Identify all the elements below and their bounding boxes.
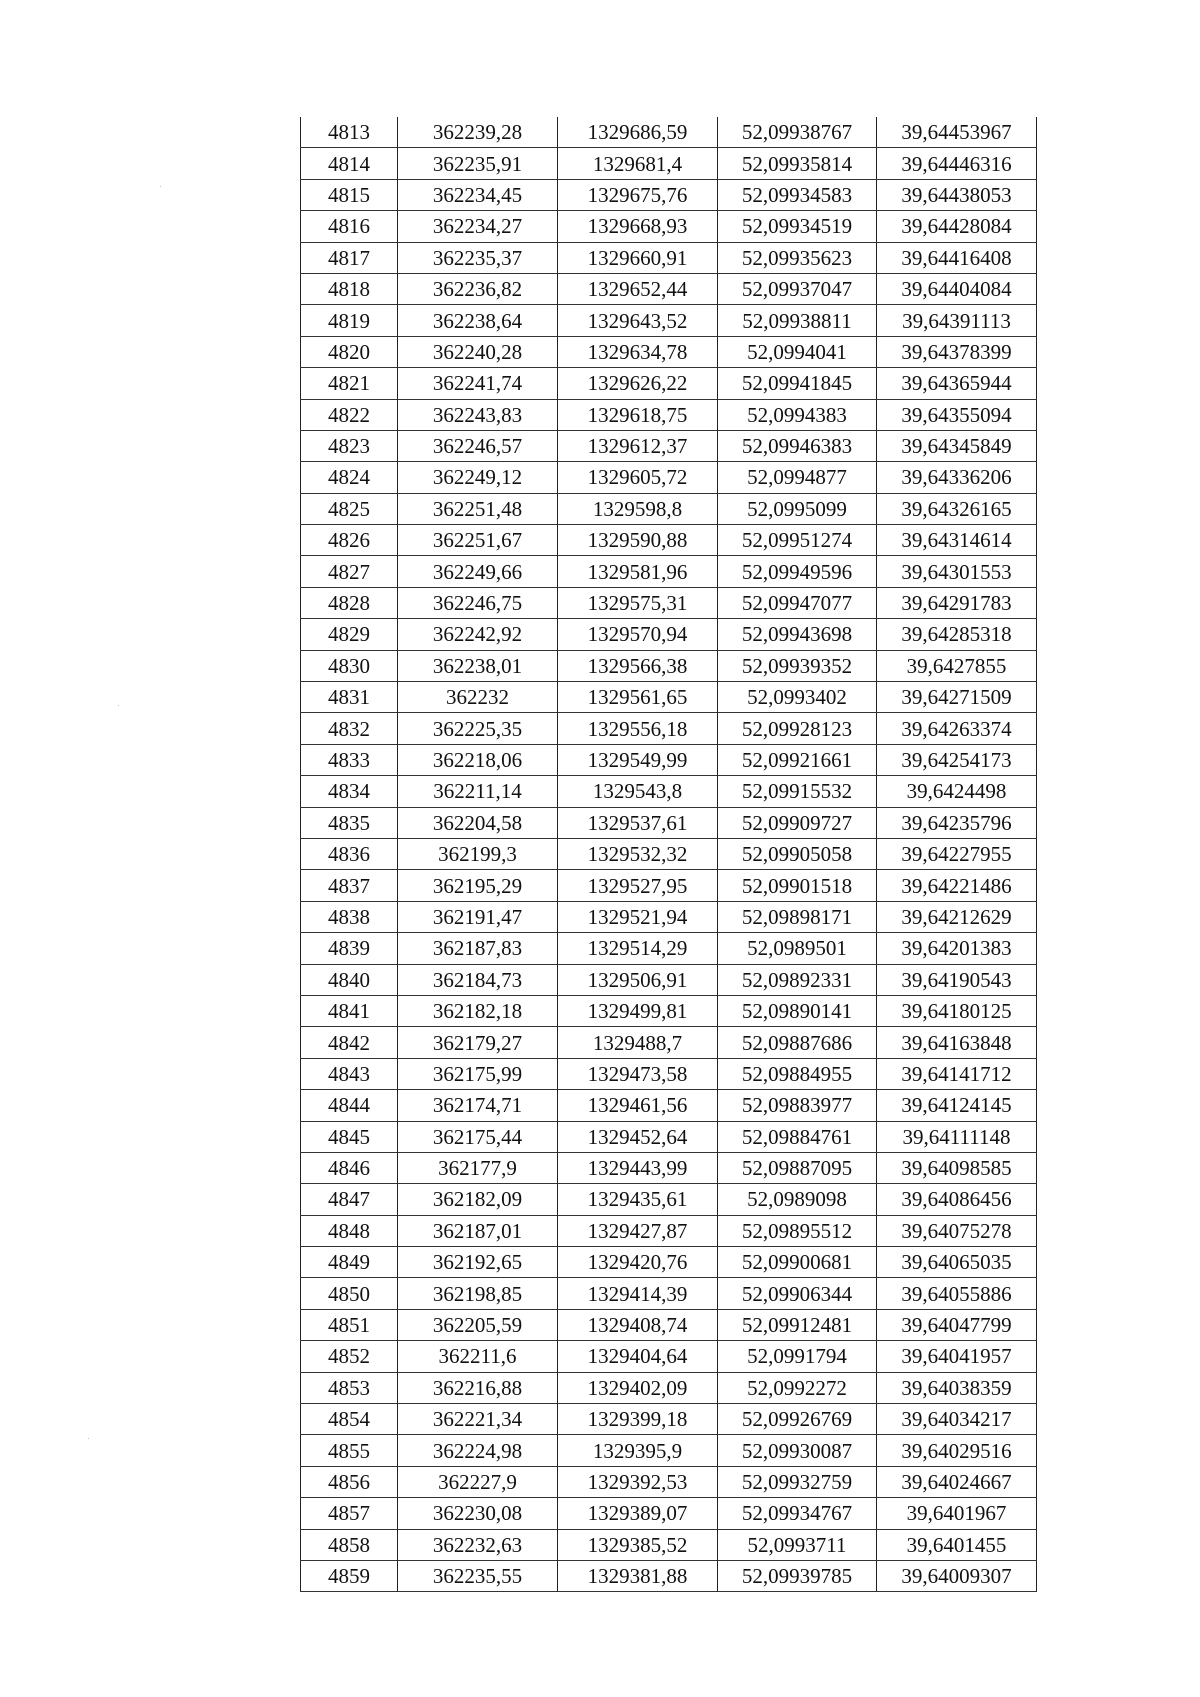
latitude-cell: 52,0991794	[718, 1341, 877, 1372]
x-coordinate-cell: 362179,27	[398, 1027, 558, 1058]
point-number-cell: 4836	[301, 838, 398, 869]
table-row	[301, 901, 1037, 932]
x-coordinate-cell: 362187,01	[398, 1215, 558, 1246]
table-row	[301, 1309, 1037, 1340]
point-number-cell: 4847	[301, 1184, 398, 1215]
latitude-cell: 52,09938811	[718, 305, 877, 336]
table-row	[301, 1341, 1037, 1372]
point-number-cell: 4829	[301, 619, 398, 650]
x-coordinate-cell: 362195,29	[398, 870, 558, 901]
y-coordinate-cell: 1329598,8	[558, 493, 718, 524]
point-number-cell: 4843	[301, 1058, 398, 1089]
latitude-cell: 52,09939785	[718, 1560, 877, 1591]
point-number-cell: 4813	[301, 117, 398, 148]
coordinate-table-body	[301, 117, 1037, 1592]
table-row	[301, 776, 1037, 807]
point-number-cell: 4848	[301, 1215, 398, 1246]
table-row	[301, 179, 1037, 210]
y-coordinate-cell: 1329488,7	[558, 1027, 718, 1058]
longitude-cell: 39,64029516	[877, 1435, 1037, 1466]
x-coordinate-cell: 362224,98	[398, 1435, 558, 1466]
longitude-cell: 39,64404084	[877, 273, 1037, 304]
longitude-cell: 39,64446316	[877, 148, 1037, 179]
point-number-cell: 4814	[301, 148, 398, 179]
table-row	[301, 1435, 1037, 1466]
point-number-cell: 4825	[301, 493, 398, 524]
latitude-cell: 52,09906344	[718, 1278, 877, 1309]
longitude-cell: 39,64075278	[877, 1215, 1037, 1246]
point-number-cell: 4844	[301, 1090, 398, 1121]
longitude-cell: 39,64355094	[877, 399, 1037, 430]
x-coordinate-cell: 362174,71	[398, 1090, 558, 1121]
longitude-cell: 39,64180125	[877, 995, 1037, 1026]
longitude-cell: 39,64098585	[877, 1152, 1037, 1183]
longitude-cell: 39,64190543	[877, 964, 1037, 995]
table-row	[301, 870, 1037, 901]
longitude-cell: 39,64227955	[877, 838, 1037, 869]
latitude-cell: 52,09883977	[718, 1090, 877, 1121]
y-coordinate-cell: 1329626,22	[558, 368, 718, 399]
y-coordinate-cell: 1329389,07	[558, 1498, 718, 1529]
table-row	[301, 1121, 1037, 1152]
x-coordinate-cell: 362221,34	[398, 1404, 558, 1435]
table-row	[301, 1058, 1037, 1089]
point-number-cell: 4826	[301, 525, 398, 556]
latitude-cell: 52,0989501	[718, 933, 877, 964]
longitude-cell: 39,64086456	[877, 1184, 1037, 1215]
latitude-cell: 52,09884761	[718, 1121, 877, 1152]
table-row	[301, 1152, 1037, 1183]
y-coordinate-cell: 1329427,87	[558, 1215, 718, 1246]
latitude-cell: 52,09935623	[718, 242, 877, 273]
table-row	[301, 964, 1037, 995]
point-number-cell: 4834	[301, 776, 398, 807]
latitude-cell: 52,0993711	[718, 1529, 877, 1560]
table-row	[301, 1278, 1037, 1309]
latitude-cell: 52,0994877	[718, 462, 877, 493]
latitude-cell: 52,09947077	[718, 587, 877, 618]
latitude-cell: 52,09890141	[718, 995, 877, 1026]
table-row	[301, 682, 1037, 713]
x-coordinate-cell: 362249,12	[398, 462, 558, 493]
y-coordinate-cell: 1329652,44	[558, 273, 718, 304]
longitude-cell: 39,64416408	[877, 242, 1037, 273]
table-row	[301, 1247, 1037, 1278]
latitude-cell: 52,09935814	[718, 148, 877, 179]
longitude-cell: 39,64365944	[877, 368, 1037, 399]
y-coordinate-cell: 1329612,37	[558, 430, 718, 461]
point-number-cell: 4845	[301, 1121, 398, 1152]
y-coordinate-cell: 1329392,53	[558, 1466, 718, 1497]
longitude-cell: 39,64055886	[877, 1278, 1037, 1309]
longitude-cell: 39,6401967	[877, 1498, 1037, 1529]
y-coordinate-cell: 1329668,93	[558, 211, 718, 242]
x-coordinate-cell: 362204,58	[398, 807, 558, 838]
scan-speck	[160, 186, 161, 187]
latitude-cell: 52,09951274	[718, 525, 877, 556]
point-number-cell: 4833	[301, 744, 398, 775]
y-coordinate-cell: 1329686,59	[558, 117, 718, 148]
table-row	[301, 211, 1037, 242]
y-coordinate-cell: 1329543,8	[558, 776, 718, 807]
point-number-cell: 4824	[301, 462, 398, 493]
latitude-cell: 52,09949596	[718, 556, 877, 587]
y-coordinate-cell: 1329399,18	[558, 1404, 718, 1435]
latitude-cell: 52,09943698	[718, 619, 877, 650]
y-coordinate-cell: 1329527,95	[558, 870, 718, 901]
longitude-cell: 39,64212629	[877, 901, 1037, 932]
longitude-cell: 39,64163848	[877, 1027, 1037, 1058]
latitude-cell: 52,09898171	[718, 901, 877, 932]
longitude-cell: 39,64235796	[877, 807, 1037, 838]
x-coordinate-cell: 362249,66	[398, 556, 558, 587]
longitude-cell: 39,64291783	[877, 587, 1037, 618]
longitude-cell: 39,64009307	[877, 1560, 1037, 1591]
table-row	[301, 619, 1037, 650]
table-row	[301, 1529, 1037, 1560]
point-number-cell: 4828	[301, 587, 398, 618]
x-coordinate-cell: 362177,9	[398, 1152, 558, 1183]
x-coordinate-cell: 362205,59	[398, 1309, 558, 1340]
latitude-cell: 52,09887686	[718, 1027, 877, 1058]
point-number-cell: 4857	[301, 1498, 398, 1529]
x-coordinate-cell: 362240,28	[398, 336, 558, 367]
point-number-cell: 4827	[301, 556, 398, 587]
point-number-cell: 4835	[301, 807, 398, 838]
point-number-cell: 4817	[301, 242, 398, 273]
point-number-cell: 4859	[301, 1560, 398, 1591]
table-row	[301, 430, 1037, 461]
point-number-cell: 4823	[301, 430, 398, 461]
y-coordinate-cell: 1329404,64	[558, 1341, 718, 1372]
table-row	[301, 117, 1037, 148]
table-row	[301, 493, 1037, 524]
coordinate-table	[300, 117, 1037, 1592]
table-row	[301, 305, 1037, 336]
latitude-cell: 52,0992272	[718, 1372, 877, 1403]
latitude-cell: 52,09941845	[718, 368, 877, 399]
longitude-cell: 39,64438053	[877, 179, 1037, 210]
point-number-cell: 4830	[301, 650, 398, 681]
longitude-cell: 39,64345849	[877, 430, 1037, 461]
longitude-cell: 39,64111148	[877, 1121, 1037, 1152]
longitude-cell: 39,64141712	[877, 1058, 1037, 1089]
x-coordinate-cell: 362241,74	[398, 368, 558, 399]
point-number-cell: 4822	[301, 399, 398, 430]
y-coordinate-cell: 1329634,78	[558, 336, 718, 367]
table-row	[301, 462, 1037, 493]
x-coordinate-cell: 362211,6	[398, 1341, 558, 1372]
x-coordinate-cell: 362235,55	[398, 1560, 558, 1591]
table-row	[301, 995, 1037, 1026]
x-coordinate-cell: 362211,14	[398, 776, 558, 807]
point-number-cell: 4854	[301, 1404, 398, 1435]
y-coordinate-cell: 1329561,65	[558, 682, 718, 713]
longitude-cell: 39,64038359	[877, 1372, 1037, 1403]
scan-speck	[88, 1438, 89, 1439]
table-row	[301, 399, 1037, 430]
longitude-cell: 39,6401455	[877, 1529, 1037, 1560]
x-coordinate-cell: 362230,08	[398, 1498, 558, 1529]
latitude-cell: 52,09939352	[718, 650, 877, 681]
y-coordinate-cell: 1329381,88	[558, 1560, 718, 1591]
x-coordinate-cell: 362238,64	[398, 305, 558, 336]
y-coordinate-cell: 1329660,91	[558, 242, 718, 273]
y-coordinate-cell: 1329532,32	[558, 838, 718, 869]
table-row	[301, 1184, 1037, 1215]
y-coordinate-cell: 1329408,74	[558, 1309, 718, 1340]
longitude-cell: 39,64065035	[877, 1247, 1037, 1278]
table-row	[301, 1027, 1037, 1058]
point-number-cell: 4851	[301, 1309, 398, 1340]
x-coordinate-cell: 362239,28	[398, 117, 558, 148]
table-row	[301, 242, 1037, 273]
x-coordinate-cell: 362182,09	[398, 1184, 558, 1215]
y-coordinate-cell: 1329537,61	[558, 807, 718, 838]
table-row	[301, 1372, 1037, 1403]
latitude-cell: 52,09892331	[718, 964, 877, 995]
point-number-cell: 4840	[301, 964, 398, 995]
table-row	[301, 807, 1037, 838]
latitude-cell: 52,0995099	[718, 493, 877, 524]
x-coordinate-cell: 362175,44	[398, 1121, 558, 1152]
point-number-cell: 4821	[301, 368, 398, 399]
y-coordinate-cell: 1329618,75	[558, 399, 718, 430]
latitude-cell: 52,0994041	[718, 336, 877, 367]
x-coordinate-cell: 362198,85	[398, 1278, 558, 1309]
point-number-cell: 4850	[301, 1278, 398, 1309]
point-number-cell: 4820	[301, 336, 398, 367]
y-coordinate-cell: 1329675,76	[558, 179, 718, 210]
point-number-cell: 4853	[301, 1372, 398, 1403]
y-coordinate-cell: 1329581,96	[558, 556, 718, 587]
table-row	[301, 713, 1037, 744]
longitude-cell: 39,64041957	[877, 1341, 1037, 1372]
y-coordinate-cell: 1329514,29	[558, 933, 718, 964]
x-coordinate-cell: 362236,82	[398, 273, 558, 304]
table-row	[301, 148, 1037, 179]
x-coordinate-cell: 362243,83	[398, 399, 558, 430]
latitude-cell: 52,09928123	[718, 713, 877, 744]
y-coordinate-cell: 1329575,31	[558, 587, 718, 618]
y-coordinate-cell: 1329402,09	[558, 1372, 718, 1403]
longitude-cell: 39,64263374	[877, 713, 1037, 744]
latitude-cell: 52,09884955	[718, 1058, 877, 1089]
x-coordinate-cell: 362251,67	[398, 525, 558, 556]
table-row	[301, 273, 1037, 304]
latitude-cell: 52,09895512	[718, 1215, 877, 1246]
longitude-cell: 39,64221486	[877, 870, 1037, 901]
longitude-cell: 39,6427855	[877, 650, 1037, 681]
y-coordinate-cell: 1329420,76	[558, 1247, 718, 1278]
table-row	[301, 587, 1037, 618]
y-coordinate-cell: 1329556,18	[558, 713, 718, 744]
x-coordinate-cell: 362238,01	[398, 650, 558, 681]
longitude-cell: 39,64285318	[877, 619, 1037, 650]
longitude-cell: 39,64391113	[877, 305, 1037, 336]
latitude-cell: 52,09926769	[718, 1404, 877, 1435]
latitude-cell: 52,0993402	[718, 682, 877, 713]
latitude-cell: 52,09937047	[718, 273, 877, 304]
longitude-cell: 39,64314614	[877, 525, 1037, 556]
y-coordinate-cell: 1329435,61	[558, 1184, 718, 1215]
x-coordinate-cell: 362246,75	[398, 587, 558, 618]
y-coordinate-cell: 1329566,38	[558, 650, 718, 681]
point-number-cell: 4856	[301, 1466, 398, 1497]
y-coordinate-cell: 1329521,94	[558, 901, 718, 932]
point-number-cell: 4815	[301, 179, 398, 210]
point-number-cell: 4852	[301, 1341, 398, 1372]
x-coordinate-cell: 362225,35	[398, 713, 558, 744]
x-coordinate-cell: 362235,91	[398, 148, 558, 179]
table-row	[301, 933, 1037, 964]
x-coordinate-cell: 362235,37	[398, 242, 558, 273]
x-coordinate-cell: 362251,48	[398, 493, 558, 524]
table-row	[301, 525, 1037, 556]
x-coordinate-cell: 362234,27	[398, 211, 558, 242]
x-coordinate-cell: 362234,45	[398, 179, 558, 210]
x-coordinate-cell: 362187,83	[398, 933, 558, 964]
table-row	[301, 368, 1037, 399]
longitude-cell: 39,64047799	[877, 1309, 1037, 1340]
y-coordinate-cell: 1329385,52	[558, 1529, 718, 1560]
y-coordinate-cell: 1329499,81	[558, 995, 718, 1026]
latitude-cell: 52,09932759	[718, 1466, 877, 1497]
point-number-cell: 4832	[301, 713, 398, 744]
point-number-cell: 4839	[301, 933, 398, 964]
latitude-cell: 52,0994383	[718, 399, 877, 430]
latitude-cell: 52,09915532	[718, 776, 877, 807]
longitude-cell: 39,64326165	[877, 493, 1037, 524]
y-coordinate-cell: 1329605,72	[558, 462, 718, 493]
point-number-cell: 4841	[301, 995, 398, 1026]
longitude-cell: 39,64271509	[877, 682, 1037, 713]
longitude-cell: 39,6424498	[877, 776, 1037, 807]
longitude-cell: 39,64378399	[877, 336, 1037, 367]
latitude-cell: 52,09934583	[718, 179, 877, 210]
table-row	[301, 1498, 1037, 1529]
table-row	[301, 1090, 1037, 1121]
longitude-cell: 39,64336206	[877, 462, 1037, 493]
y-coordinate-cell: 1329570,94	[558, 619, 718, 650]
y-coordinate-cell: 1329590,88	[558, 525, 718, 556]
x-coordinate-cell: 362192,65	[398, 1247, 558, 1278]
point-number-cell: 4849	[301, 1247, 398, 1278]
latitude-cell: 52,09887095	[718, 1152, 877, 1183]
point-number-cell: 4838	[301, 901, 398, 932]
table-row	[301, 1404, 1037, 1435]
y-coordinate-cell: 1329395,9	[558, 1435, 718, 1466]
latitude-cell: 52,09934767	[718, 1498, 877, 1529]
x-coordinate-cell: 362232	[398, 682, 558, 713]
x-coordinate-cell: 362242,92	[398, 619, 558, 650]
x-coordinate-cell: 362199,3	[398, 838, 558, 869]
scan-speck	[118, 705, 119, 706]
x-coordinate-cell: 362232,63	[398, 1529, 558, 1560]
table-row	[301, 838, 1037, 869]
point-number-cell: 4818	[301, 273, 398, 304]
longitude-cell: 39,64024667	[877, 1466, 1037, 1497]
table-row	[301, 1560, 1037, 1591]
x-coordinate-cell: 362246,57	[398, 430, 558, 461]
longitude-cell: 39,64201383	[877, 933, 1037, 964]
latitude-cell: 52,09909727	[718, 807, 877, 838]
latitude-cell: 52,09934519	[718, 211, 877, 242]
x-coordinate-cell: 362191,47	[398, 901, 558, 932]
table-row	[301, 556, 1037, 587]
longitude-cell: 39,64453967	[877, 117, 1037, 148]
latitude-cell: 52,09930087	[718, 1435, 877, 1466]
y-coordinate-cell: 1329681,4	[558, 148, 718, 179]
longitude-cell: 39,64301553	[877, 556, 1037, 587]
point-number-cell: 4842	[301, 1027, 398, 1058]
x-coordinate-cell: 362227,9	[398, 1466, 558, 1497]
table-row	[301, 650, 1037, 681]
table-row	[301, 1215, 1037, 1246]
point-number-cell: 4855	[301, 1435, 398, 1466]
table-row	[301, 1466, 1037, 1497]
y-coordinate-cell: 1329506,91	[558, 964, 718, 995]
latitude-cell: 52,09938767	[718, 117, 877, 148]
table-row	[301, 744, 1037, 775]
y-coordinate-cell: 1329549,99	[558, 744, 718, 775]
x-coordinate-cell: 362184,73	[398, 964, 558, 995]
latitude-cell: 52,09905058	[718, 838, 877, 869]
longitude-cell: 39,64254173	[877, 744, 1037, 775]
point-number-cell: 4816	[301, 211, 398, 242]
y-coordinate-cell: 1329461,56	[558, 1090, 718, 1121]
longitude-cell: 39,64428084	[877, 211, 1037, 242]
point-number-cell: 4858	[301, 1529, 398, 1560]
x-coordinate-cell: 362182,18	[398, 995, 558, 1026]
y-coordinate-cell: 1329643,52	[558, 305, 718, 336]
y-coordinate-cell: 1329414,39	[558, 1278, 718, 1309]
y-coordinate-cell: 1329443,99	[558, 1152, 718, 1183]
point-number-cell: 4819	[301, 305, 398, 336]
latitude-cell: 52,0989098	[718, 1184, 877, 1215]
point-number-cell: 4846	[301, 1152, 398, 1183]
latitude-cell: 52,09946383	[718, 430, 877, 461]
y-coordinate-cell: 1329452,64	[558, 1121, 718, 1152]
x-coordinate-cell: 362216,88	[398, 1372, 558, 1403]
latitude-cell: 52,09921661	[718, 744, 877, 775]
longitude-cell: 39,64124145	[877, 1090, 1037, 1121]
latitude-cell: 52,09901518	[718, 870, 877, 901]
latitude-cell: 52,09900681	[718, 1247, 877, 1278]
latitude-cell: 52,09912481	[718, 1309, 877, 1340]
longitude-cell: 39,64034217	[877, 1404, 1037, 1435]
point-number-cell: 4837	[301, 870, 398, 901]
point-number-cell: 4831	[301, 682, 398, 713]
x-coordinate-cell: 362218,06	[398, 744, 558, 775]
x-coordinate-cell: 362175,99	[398, 1058, 558, 1089]
table-row	[301, 336, 1037, 367]
y-coordinate-cell: 1329473,58	[558, 1058, 718, 1089]
